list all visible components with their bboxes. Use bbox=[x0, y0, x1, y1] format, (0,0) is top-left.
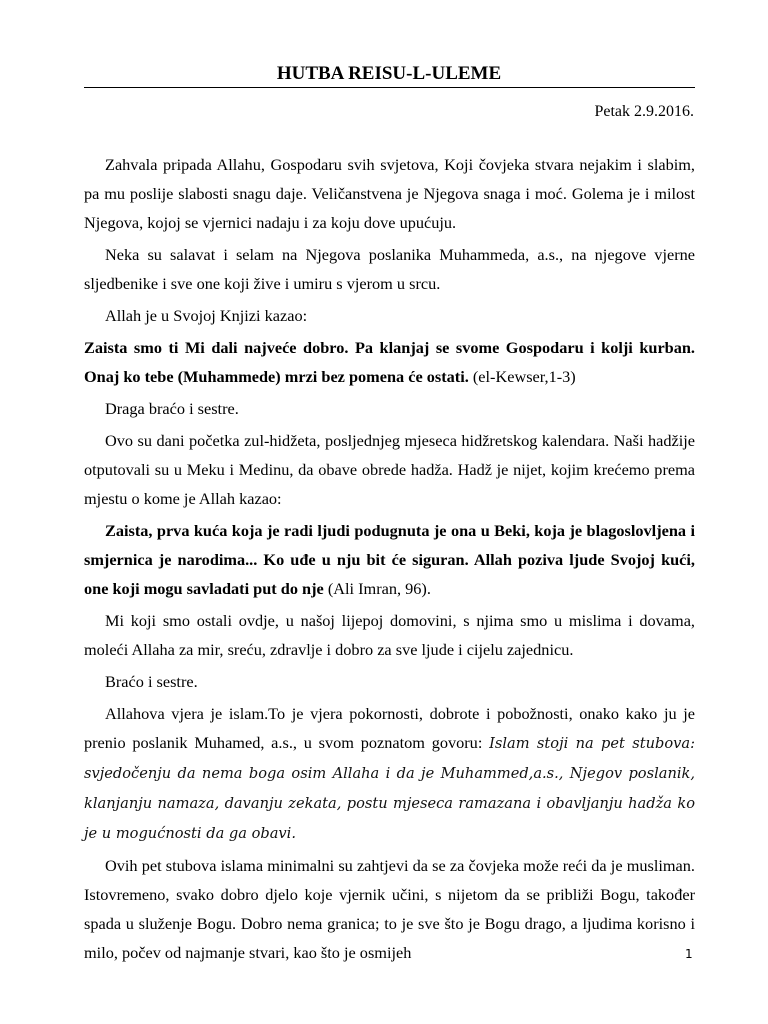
paragraph-text: Ovo su dani početka zul-hidžeta, posljednjeg mjeseca hidžretskog kalendara. Naši hadžije otputovali su u Meku i Medinu, da obave obrede hadža. Hadž je nijet, kojim krećemo prema mjestu o kome je Allah kazao: bbox=[84, 431, 695, 508]
paragraph-text: Braćo i sestre. bbox=[105, 672, 198, 691]
paragraph bbox=[84, 150, 695, 237]
paragraph bbox=[84, 606, 695, 664]
paragraph-text: Allahova vjera je islam.To je vjera pokornosti, dobrote i pobožnosti, onako kako ju je prenio poslanik Muhamed, a.s., u svom poznatom govoru: bbox=[84, 704, 695, 752]
document-title: HUTBA REISU-L-ULEME bbox=[276, 63, 502, 84]
quran-quote: Zaista smo ti Mi dali najveće dobro. Pa klanjaj se svome Gospodaru i kolji kurban. Onaj ko tebe (Muhammede) mrzi bez pomena će ostati. bbox=[84, 338, 695, 386]
paragraph-text: Ovih pet stubova islama minimalni su zahtjevi da se za čovjeka može reći da je musliman. Istovremeno, svako dobro djelo koje vjernik učini, s nijetom da se približi Bogu, također spada u služenje Bogu. Dobro nema granica; to je sve što je Bogu drago, a ljudima korisno i milo, počev od najmanje stvari, kao što je osmijeh bbox=[84, 856, 695, 962]
page-number: 1 bbox=[685, 947, 693, 961]
paragraph-text: Mi koji smo ostali ovdje, u našoj lijepoj domovini, s njima smo u mislima i dovama, moleći Allaha za mir, sreću, zdravlje i dobro za sve ljude i cijelu zajednicu. bbox=[84, 611, 695, 659]
quran-quote-paragraph bbox=[84, 333, 695, 391]
hadith-quote: Islam stoji na pet stubova: svjedočenju da nema boga osim Allaha i da je Muhammed,a.s., Njegov poslanik, klanjanju namaza, davanju zekata, postu mjeseca ramazana i obavljanju hadža ko je u mogućnosti da ga obavi. bbox=[84, 735, 695, 842]
title-underline bbox=[84, 87, 695, 88]
paragraph-text: Neka su salavat i selam na Njegova poslanika Muhammeda, a.s., na njegove vjerne sljedbenike i sve one koji žive i umiru s vjerom u srcu. bbox=[84, 245, 695, 293]
paragraph bbox=[84, 301, 695, 330]
document-date: Petak 2.9.2016. bbox=[594, 103, 694, 120]
paragraph bbox=[84, 240, 695, 298]
quote-reference: (Ali Imran, 96). bbox=[323, 579, 431, 598]
quran-quote-paragraph bbox=[84, 516, 695, 603]
paragraph bbox=[84, 394, 695, 423]
quote-reference: (el-Kewser,1-3) bbox=[468, 367, 576, 386]
quran-quote: Zaista, prva kuća koja je radi ljudi podugnuta je ona u Beki, koja je blagoslovljena i smjernica je narodima... Ko uđe u nju bit će siguran. Allah poziva ljude Svojoj kući, one koji mogu savladati put do nje bbox=[84, 521, 695, 598]
paragraph bbox=[84, 426, 695, 513]
paragraph-text: Draga braćo i sestre. bbox=[105, 399, 239, 418]
paragraph-text: Allah je u Svojoj Knjizi kazao: bbox=[105, 306, 308, 325]
paragraph bbox=[84, 851, 695, 967]
document-body bbox=[84, 150, 695, 967]
paragraph bbox=[84, 667, 695, 696]
paragraph bbox=[84, 699, 695, 848]
paragraph-text: Zahvala pripada Allahu, Gospodaru svih svjetova, Koji čovjeka stvara nejakim i slabim, pa mu poslije slabosti snagu daje. Veličanstvena je Njegova snaga i moć. Golema je i milost Njegova, kojoj se vjernici nadaju i za koju dove upućuju. bbox=[84, 155, 695, 232]
